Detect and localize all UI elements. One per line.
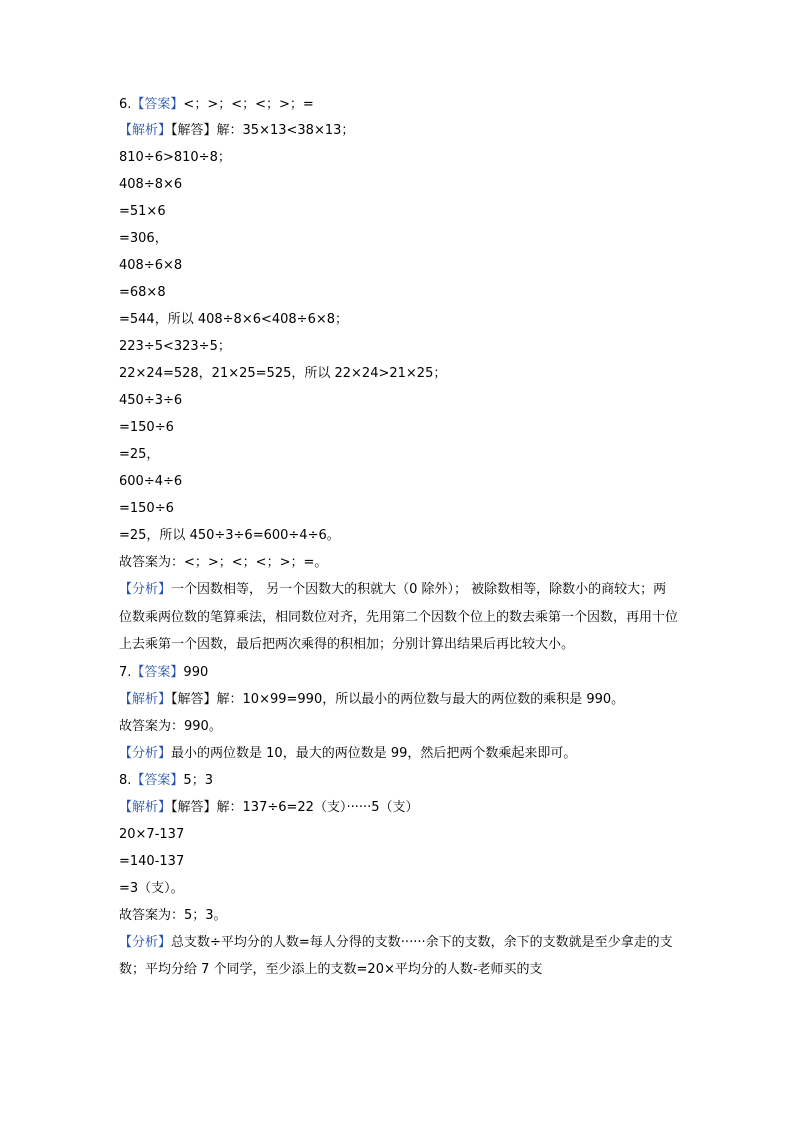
q6-answer-tag: 【答案】 bbox=[131, 97, 184, 112]
q6-line: =25， bbox=[119, 447, 160, 462]
q6-number: 6. bbox=[119, 97, 132, 112]
q8-analysis bbox=[119, 929, 679, 984]
q6-line: 600÷4÷6 bbox=[119, 474, 183, 489]
q6-analysis bbox=[119, 576, 679, 659]
q7-analysis bbox=[119, 740, 679, 767]
document-body bbox=[119, 92, 679, 984]
q8-number: 8. bbox=[119, 772, 132, 788]
q8-line: =140-137 bbox=[119, 853, 185, 869]
q6-solution-first-line bbox=[119, 118, 679, 144]
q6-conclusion: 故答案为：<；>；<；<；>；=。 bbox=[119, 555, 328, 570]
q7-solution-first-line bbox=[119, 686, 679, 713]
q6-line: =68×8 bbox=[119, 285, 166, 300]
q7-analysis-text: 最小的两位数是 10，最大的两位数是 99，然后把两个数乘起来即可。 bbox=[171, 745, 577, 761]
q7-answer: 990 bbox=[183, 664, 209, 680]
q8-conclusion: 故答案为：5；3。 bbox=[119, 907, 227, 923]
q6-analysis-text: 一个因数相等， 另一个因数大的积就大（0 除外）； 被除数相等，除数小的商较大；两位数乘两位数的笔算乘法，相同数位对齐，先用第二个因数个位上的数去乘第一个因数，再用十位上去乘第一个因数，最后把两次乘得的积相加；分别计算出结果后再比较大小。 bbox=[119, 582, 679, 652]
q6-first-line: 解：35×13<38×13； bbox=[216, 123, 355, 138]
q6-line: 408÷8×6 bbox=[119, 177, 183, 192]
q7-conclusion: 故答案为：990。 bbox=[119, 718, 222, 734]
q8-answer: 5；3 bbox=[183, 772, 213, 788]
q6-line: =150÷6 bbox=[119, 420, 174, 435]
q6-jieda-tag: 【解答】 bbox=[171, 123, 217, 138]
q7-first-line: 解：10×99=990，所以最小的两位数与最大的两位数的乘积是 990。 bbox=[216, 691, 625, 707]
q6-line: 408÷6×8 bbox=[119, 258, 183, 273]
q8-answer-tag: 【答案】 bbox=[131, 772, 184, 788]
q8-answer-line bbox=[119, 767, 679, 794]
q8-line: =3（支）。 bbox=[119, 880, 184, 896]
q6-line: =25，所以 450÷3÷6=600÷4÷6。 bbox=[119, 528, 340, 543]
q8-jiexi-tag: 【解析】 bbox=[119, 799, 172, 815]
q6-fenxi-tag: 【分析】 bbox=[119, 582, 172, 597]
q8-first-line: 解：137÷6=22（支）······5（支） bbox=[216, 799, 419, 815]
q8-fenxi-tag: 【分析】 bbox=[119, 934, 172, 950]
q8-solution-first-line bbox=[119, 794, 679, 821]
q7-jieda-tag: 【解答】 bbox=[171, 691, 217, 707]
q6-line: 223÷5<323÷5； bbox=[119, 339, 231, 354]
q8-analysis-text: 总支数÷平均分的人数=每人分得的支数······余下的支数，余下的支数就是至少拿走的支数；平均分给 7 个同学，至少添上的支数=20×平均分的人数-老师买的支 bbox=[119, 934, 673, 977]
q7-answer-tag: 【答案】 bbox=[131, 664, 184, 680]
q6-line: =544，所以 408÷8×6<408÷6×8； bbox=[119, 312, 349, 327]
q6-line: =306， bbox=[119, 231, 168, 246]
q6-line: =51×6 bbox=[119, 204, 166, 219]
q6-line: 22×24=528，21×25=525，所以 22×24>21×25； bbox=[119, 366, 447, 381]
q7-jiexi-tag: 【解析】 bbox=[119, 691, 172, 707]
q6-jiexi-tag: 【解析】 bbox=[119, 123, 172, 138]
q8-line: 20×7-137 bbox=[119, 826, 185, 842]
q6-answer-line bbox=[119, 92, 679, 118]
q7-answer-line bbox=[119, 659, 679, 686]
q7-fenxi-tag: 【分析】 bbox=[119, 745, 172, 761]
q6-line: =150÷6 bbox=[119, 501, 174, 516]
q7-number: 7. bbox=[119, 664, 132, 680]
q6-answer: <；>；<；<；>；= bbox=[183, 97, 314, 112]
q8-jieda-tag: 【解答】 bbox=[171, 799, 217, 815]
q6-line: 810÷6>810÷8； bbox=[119, 150, 231, 165]
q6-line: 450÷3÷6 bbox=[119, 393, 183, 408]
